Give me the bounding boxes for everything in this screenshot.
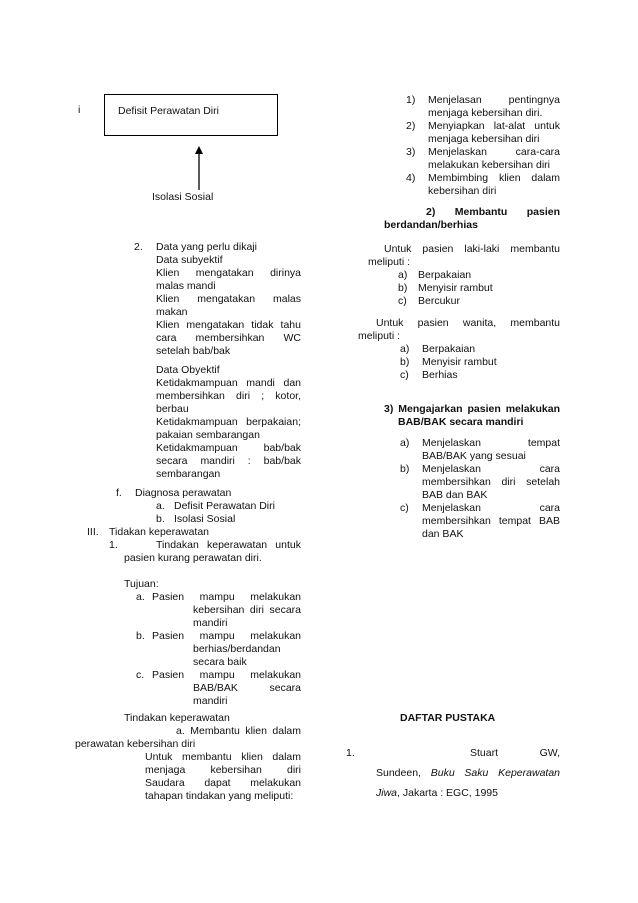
male-num-b: b) [398,282,408,294]
bab-num-b: b) [400,463,410,475]
top-list-4 [428,172,560,198]
female-num-c: c) [400,369,409,381]
diagnosa-item-a: Defisit Perawatan Diri [174,500,275,512]
female-intro-line2: meliputi : [358,330,401,342]
tujuan-num-a: a. [136,591,145,603]
male-item-b: Menyisir rambut [418,282,493,294]
heading-3 [384,403,560,416]
tindakan-para-line: tahapan tindakan yang meliputi: [145,790,294,802]
tujuan-c-rest [193,682,301,708]
female-num-b: b) [400,356,410,368]
male-intro-line2: meliputi : [368,256,411,268]
item-1-line2: pasien kurang perawatan diri. [124,552,262,564]
ref-book-title-end: Jiwa [376,787,398,799]
bab-line: Menjelaskan cara [422,502,560,514]
tujuan-a [152,591,301,604]
tindakan-para-line: menjaga kebersihan diri [145,764,301,776]
top-list-num-4: 4) [406,172,416,184]
obyektif-line: pakaian sembarangan [156,429,260,441]
top-list-line: Menjelasan pentingnya [428,94,560,106]
ref-line2 [376,767,560,780]
obyektif-line: secara mandiri : bab/bak [156,455,301,467]
obyektif-line: Ketidakmampuan mandi dan [156,377,301,389]
top-list-line: melakukan kebersihan diri [428,159,550,171]
top-list-num-1: 1) [406,94,416,106]
bab-line: BAB/BAK yang sesuai [422,450,526,462]
heading-2-line2: berdandan/berhias [384,219,478,231]
male-num-c: c) [398,295,407,307]
top-list-num-3: 3) [406,146,416,158]
section-2-num: 2. [134,241,143,253]
subyektif-block [156,267,301,358]
male-item-c: Bercukur [418,295,461,307]
male-num-a: a) [398,269,408,281]
bab-num-a: a) [400,437,410,449]
tujuan-num-b: b. [136,630,145,642]
bab-item-a [422,437,560,463]
female-item-c: Berhias [422,369,458,381]
tujuan-a-first: Pasien mampu melakukan [152,591,301,603]
heading-2 [426,206,560,219]
bab-line: Menjelaskan cara [422,463,560,475]
daftar-pustaka-title: DAFTAR PUSTAKA [400,712,496,724]
tujuan-b-rest [193,643,301,669]
top-list-line: Menjelaskan cara-cara [428,146,560,158]
bab-item-c [422,502,560,541]
item-1-line1-wrap [156,539,301,552]
tindakan-para-line: Untuk membantu klien dalam [145,751,301,763]
ref-num: 1. [346,747,355,759]
ref-line2-text [376,767,560,780]
bab-line: BAB dan BAK [422,489,488,501]
bab-line: membersihkan diri setelah [422,476,560,488]
heading-3-line2: BAB/BAK secara mandiri [398,416,524,428]
tindakan-a1-wrap [176,725,301,738]
bab-line: Menjelaskan tempat [422,437,560,449]
tujuan-a-line: kebersihan diri secara [193,604,301,616]
male-intro-line1: Untuk pasien laki-laki membantu [384,243,560,255]
tujuan-a-line: mandiri [193,617,228,629]
obyektif-line: sembarangan [156,468,221,480]
female-item-a: Berpakaian [422,343,476,355]
subyektif-line: malas mandi [156,280,216,292]
tujuan-c [152,669,301,682]
bab-item-b [422,463,560,502]
tujuan-c-line: mandiri [193,695,228,707]
diagnosa-num-b: b. [156,513,165,525]
heading-3-line1: 3) Mengajarkan pasien melakukan [384,403,560,415]
ref-author: Stuart GW, [470,747,560,759]
tindakan-a2: perawatan kebersihan diri [75,738,196,750]
obyektif-line: membersihkan diri ; kotor, [156,390,301,402]
obyektif-line: Ketidakmampuan bab/bak [156,442,301,454]
tujuan-a-rest [193,604,301,630]
ref-book-title: Buku Saku Keperawatan [430,767,560,779]
obyektif-line: berbau [156,403,189,415]
tujuan-c-first: Pasien mampu melakukan [152,669,301,681]
obyektif-line: Ketidakmampuan berpakaian; [156,416,301,428]
tujuan-b-line: berhias/berdandan [193,643,281,655]
tujuan-b-line: secara baik [193,656,247,668]
obyektif-block [156,377,301,481]
diagram-box [104,94,278,136]
obyektif-title: Data Obyektif [156,364,220,376]
top-list-3 [428,146,560,172]
top-list-line: Membimbing klien dalam [428,172,560,184]
heading-2-line1: 2) Membantu pasien [426,206,560,218]
female-intro-line1: Untuk pasien wanita, membantu [376,317,560,329]
top-list-line: menjaga kebersihan diri [428,133,540,145]
female-intro [376,317,560,330]
section-f-num: f. [116,487,122,499]
ref-line3 [376,787,498,800]
top-list-line: kebersihan diri [428,185,497,197]
female-num-a: a) [400,343,410,355]
top-list-line: menjaga kebersihan diri. [428,107,543,119]
male-intro [384,243,560,256]
ref-author-wrap [470,747,560,760]
tujuan-title: Tujuan: [124,578,159,590]
subyektif-line: Klien mengatakan malas [156,293,301,305]
diagram-box-label: Defisit Perawatan Diri [118,105,219,117]
female-item-b: Menyisir rambut [422,356,497,368]
tindakan-para-line: Saudara dapat melakukan [145,777,301,789]
section-iii-num: III. [87,526,99,538]
up-arrow-icon [192,146,206,190]
subyektif-line: Klien mengatakan tidak tahu [156,319,301,331]
bab-line: dan BAK [422,528,464,540]
tindakan-a1: a. Membantu klien dalam [176,725,301,737]
section-iii-title: Tidakan keperawatan [109,526,210,538]
tujuan-c-line: BAB/BAK secara [193,682,301,694]
diagram-below-label: Isolasi Sosial [152,191,214,203]
top-list-2 [428,120,560,146]
diagram-marker: i [78,104,81,116]
top-list-line: Menyiapkan lat-alat untuk [428,120,560,132]
subyektif-title: Data subyektif [156,254,223,266]
item-1-num: 1. [109,539,118,551]
tujuan-b [152,630,301,643]
diagnosa-num-a: a. [156,500,165,512]
tindakan-title: Tindakan keperawatan [124,712,230,724]
top-list-1 [428,94,560,120]
section-2-title: Data yang perlu dikaji [156,241,257,253]
tujuan-num-c: c. [136,669,145,681]
section-f-title: Diagnosa perawatan [135,487,232,499]
male-item-a: Berpakaian [418,269,472,281]
item-1-line1: Tindakan keperawatan untuk [156,539,301,551]
bab-line: membersihkan tempat BAB [422,515,560,527]
ref-publisher: , Jakarta : EGC, 1995 [397,787,498,799]
subyektif-line: cara membersihkan WC [156,332,301,344]
ref-author-name: Sundeen, [376,767,431,779]
subyektif-line: makan [156,306,188,318]
top-list-num-2: 2) [406,120,416,132]
subyektif-line: setelah bab/bak [156,345,231,357]
diagnosa-item-b: Isolasi Sosial [174,513,236,525]
subyektif-line: Klien mengatakan dirinya [156,267,301,279]
tujuan-b-first: Pasien mampu melakukan [152,630,301,642]
tindakan-para [145,751,301,803]
bab-num-c: c) [400,502,409,514]
